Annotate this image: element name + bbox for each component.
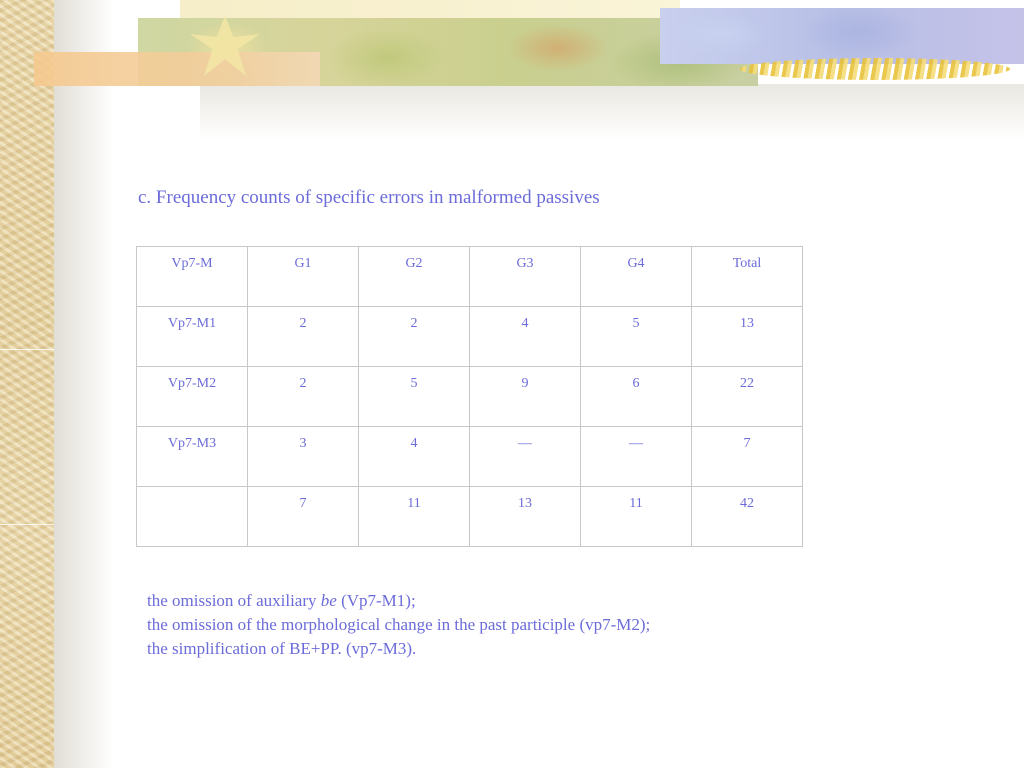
table-cell: 13 bbox=[470, 487, 581, 547]
table-cell: 11 bbox=[581, 487, 692, 547]
header-cell: G2 bbox=[359, 247, 470, 307]
table-cell: 6 bbox=[581, 367, 692, 427]
slide-title: c. Frequency counts of specific errors in malformed passives bbox=[138, 187, 600, 208]
table-cell: 3 bbox=[248, 427, 359, 487]
frequency-table bbox=[136, 246, 803, 547]
table-cell: 4 bbox=[359, 427, 470, 487]
table-cell: 4 bbox=[470, 307, 581, 367]
header-cell: G1 bbox=[248, 247, 359, 307]
table-cell: 9 bbox=[470, 367, 581, 427]
error-type-notes bbox=[147, 589, 650, 661]
note-line-m2: the omission of the morphological change in the past participle (vp7-M2); bbox=[147, 615, 651, 634]
banner-shadow bbox=[200, 84, 1024, 140]
note-text: the omission of auxiliary bbox=[147, 591, 321, 610]
table-row bbox=[137, 307, 803, 367]
table-cell: 2 bbox=[359, 307, 470, 367]
table-cell bbox=[137, 487, 248, 547]
table-cell: 42 bbox=[692, 487, 803, 547]
note-text: (Vp7-M1); bbox=[336, 591, 416, 610]
table-cell: Vp7-M3 bbox=[137, 427, 248, 487]
table-row bbox=[137, 427, 803, 487]
banner-gold-grass bbox=[740, 58, 1010, 80]
decorative-banner bbox=[0, 0, 1024, 140]
table-cell: 7 bbox=[248, 487, 359, 547]
table-header-row bbox=[137, 247, 803, 307]
table-cell: Vp7-M2 bbox=[137, 367, 248, 427]
table-cell: 13 bbox=[692, 307, 803, 367]
table-cell: 5 bbox=[581, 307, 692, 367]
table-cell: 5 bbox=[359, 367, 470, 427]
table-cell: — bbox=[470, 427, 581, 487]
banner-blue-image bbox=[660, 8, 1024, 64]
note-line-m3: the simplification of BE+PP. (vp7-M3). bbox=[147, 639, 417, 658]
table-cell: 2 bbox=[248, 367, 359, 427]
header-cell: G4 bbox=[581, 247, 692, 307]
table-cell: 22 bbox=[692, 367, 803, 427]
note-line-m1 bbox=[147, 589, 650, 613]
banner-orange-band bbox=[34, 52, 320, 86]
strip-seam bbox=[0, 524, 54, 525]
table-totals-row bbox=[137, 487, 803, 547]
banner-cream-band bbox=[180, 0, 680, 20]
header-cell: Total bbox=[692, 247, 803, 307]
header-cell: Vp7-M bbox=[137, 247, 248, 307]
table-cell: 11 bbox=[359, 487, 470, 547]
table-cell: 7 bbox=[692, 427, 803, 487]
strip-seam bbox=[0, 349, 54, 350]
table-row bbox=[137, 367, 803, 427]
table-cell: — bbox=[581, 427, 692, 487]
header-cell: G3 bbox=[470, 247, 581, 307]
note-italic-word: be bbox=[320, 591, 337, 610]
table-cell: Vp7-M1 bbox=[137, 307, 248, 367]
table-cell: 2 bbox=[248, 307, 359, 367]
